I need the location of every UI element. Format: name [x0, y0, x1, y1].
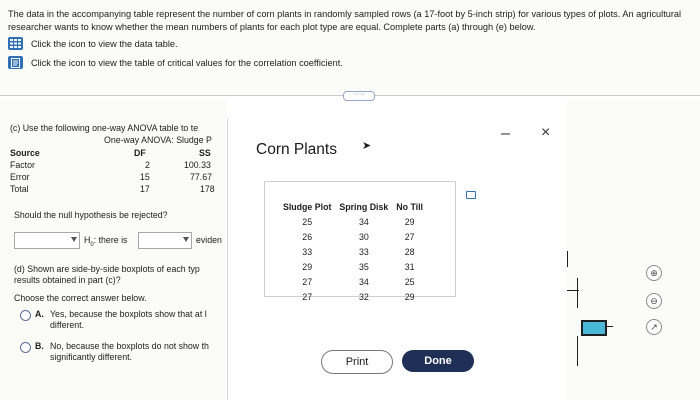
anova-header-source: Source [10, 148, 40, 158]
critical-values-link-label[interactable]: Click the icon to view the table of critical values for the correlation coefficient. [31, 57, 343, 68]
option-a-letter[interactable]: A. [35, 309, 44, 319]
table-row: 25 34 29 [302, 216, 415, 227]
boxplot-whisker-cap [567, 290, 579, 291]
anova-title: One-way ANOVA: Sludge P [104, 135, 212, 145]
anova-df-error: 15 [140, 172, 150, 182]
option-a-text[interactable]: Yes, because the boxplots show that at l [50, 309, 207, 319]
copy-table-icon[interactable] [466, 191, 476, 199]
option-a-text-cont[interactable]: different. [50, 320, 85, 330]
data-table-link-label[interactable]: Click the icon to view the data table. [31, 38, 178, 49]
anova-header-df: DF [134, 148, 146, 158]
critical-values-link[interactable] [8, 56, 343, 69]
part-d-prompt-line1: (d) Shown are side-by-side boxplots of each typ [14, 264, 200, 274]
done-button[interactable]: Done [402, 350, 474, 372]
option-b-letter[interactable]: B. [35, 341, 44, 351]
corn-plants-table [264, 181, 456, 302]
external-link-icon[interactable]: ↗ [646, 319, 662, 335]
anova-source-total: Total [10, 184, 29, 194]
boxplot-box [581, 320, 607, 336]
document-icon[interactable] [8, 56, 23, 69]
anova-ss-error: 77.67 [190, 172, 213, 182]
option-a-radio[interactable] [20, 310, 31, 321]
anova-source-factor: Factor [10, 160, 35, 170]
boxplot-whisker [605, 326, 613, 327]
reject-decision-dropdown[interactable] [14, 232, 80, 249]
part-c-prompt: (c) Use the following one-way ANOVA table to te [10, 123, 199, 133]
data-table-link[interactable] [8, 37, 178, 50]
expand-button[interactable]: ····· [343, 91, 375, 101]
dialog-title: Corn Plants [256, 141, 337, 158]
corn-plants-dialog [227, 119, 568, 400]
anova-df-factor: 2 [145, 160, 150, 170]
part-d-prompt-line2: results obtained in part (c)? [14, 275, 121, 285]
intro-text: The data in the accompanying table represent the number of corn plants in randomly sampled rows (a 17-foot by 5-inch strip) for various types of plots. An agricultural researcher wants to know whether the mean numbers of plants for each plot type are equal. Complete parts (a) through (e) below. [8, 9, 682, 32]
evidence-text: eviden [196, 235, 222, 245]
col-header-spring-disk: Spring Disk [339, 202, 389, 212]
cursor-arrow-icon: ➤ [362, 140, 372, 152]
choose-answer-label: Choose the correct answer below. [14, 293, 147, 303]
anova-ss-total: 178 [200, 184, 215, 194]
table-row: 27 32 29 [302, 291, 415, 302]
anova-df-total: 17 [140, 184, 150, 194]
evidence-dropdown[interactable] [138, 232, 192, 249]
chevron-down-icon[interactable] [183, 237, 189, 242]
col-header-no-till: No Till [396, 202, 423, 212]
boxplot-whisker [567, 251, 568, 267]
print-button[interactable]: Print [321, 350, 393, 374]
boxplot-whisker [577, 336, 578, 366]
h0-label: $H_0$: there is [84, 235, 128, 248]
instructions-panel [0, 0, 700, 93]
table-row: 33 33 28 [302, 246, 415, 257]
col-header-sludge-plot: Sludge Plot [283, 202, 332, 212]
option-b-text[interactable]: No, because the boxplots do not show th [50, 341, 209, 351]
option-b-radio[interactable] [20, 342, 31, 353]
option-b-text-cont[interactable]: significantly different. [50, 352, 132, 362]
null-hypothesis-question: Should the null hypothesis be rejected? [14, 210, 168, 220]
chevron-down-icon[interactable] [71, 237, 77, 242]
boxplot-whisker [577, 278, 578, 308]
table-header-row [279, 202, 427, 214]
question-panel [0, 100, 226, 400]
zoom-in-icon[interactable]: ⊕ [646, 265, 662, 281]
anova-header-ss: SS [199, 148, 211, 158]
right-side-area [501, 100, 700, 400]
minimize-button[interactable]: – [501, 125, 510, 142]
table-row: 27 34 25 [302, 276, 415, 287]
grid-table-icon[interactable] [8, 37, 23, 50]
table-row: 26 30 27 [302, 231, 415, 242]
table-row: 29 35 31 [302, 261, 415, 272]
zoom-out-icon[interactable]: ⊖ [646, 293, 662, 309]
anova-ss-factor: 100.33 [184, 160, 211, 170]
anova-source-error: Error [10, 172, 30, 182]
close-button[interactable]: × [541, 124, 551, 141]
